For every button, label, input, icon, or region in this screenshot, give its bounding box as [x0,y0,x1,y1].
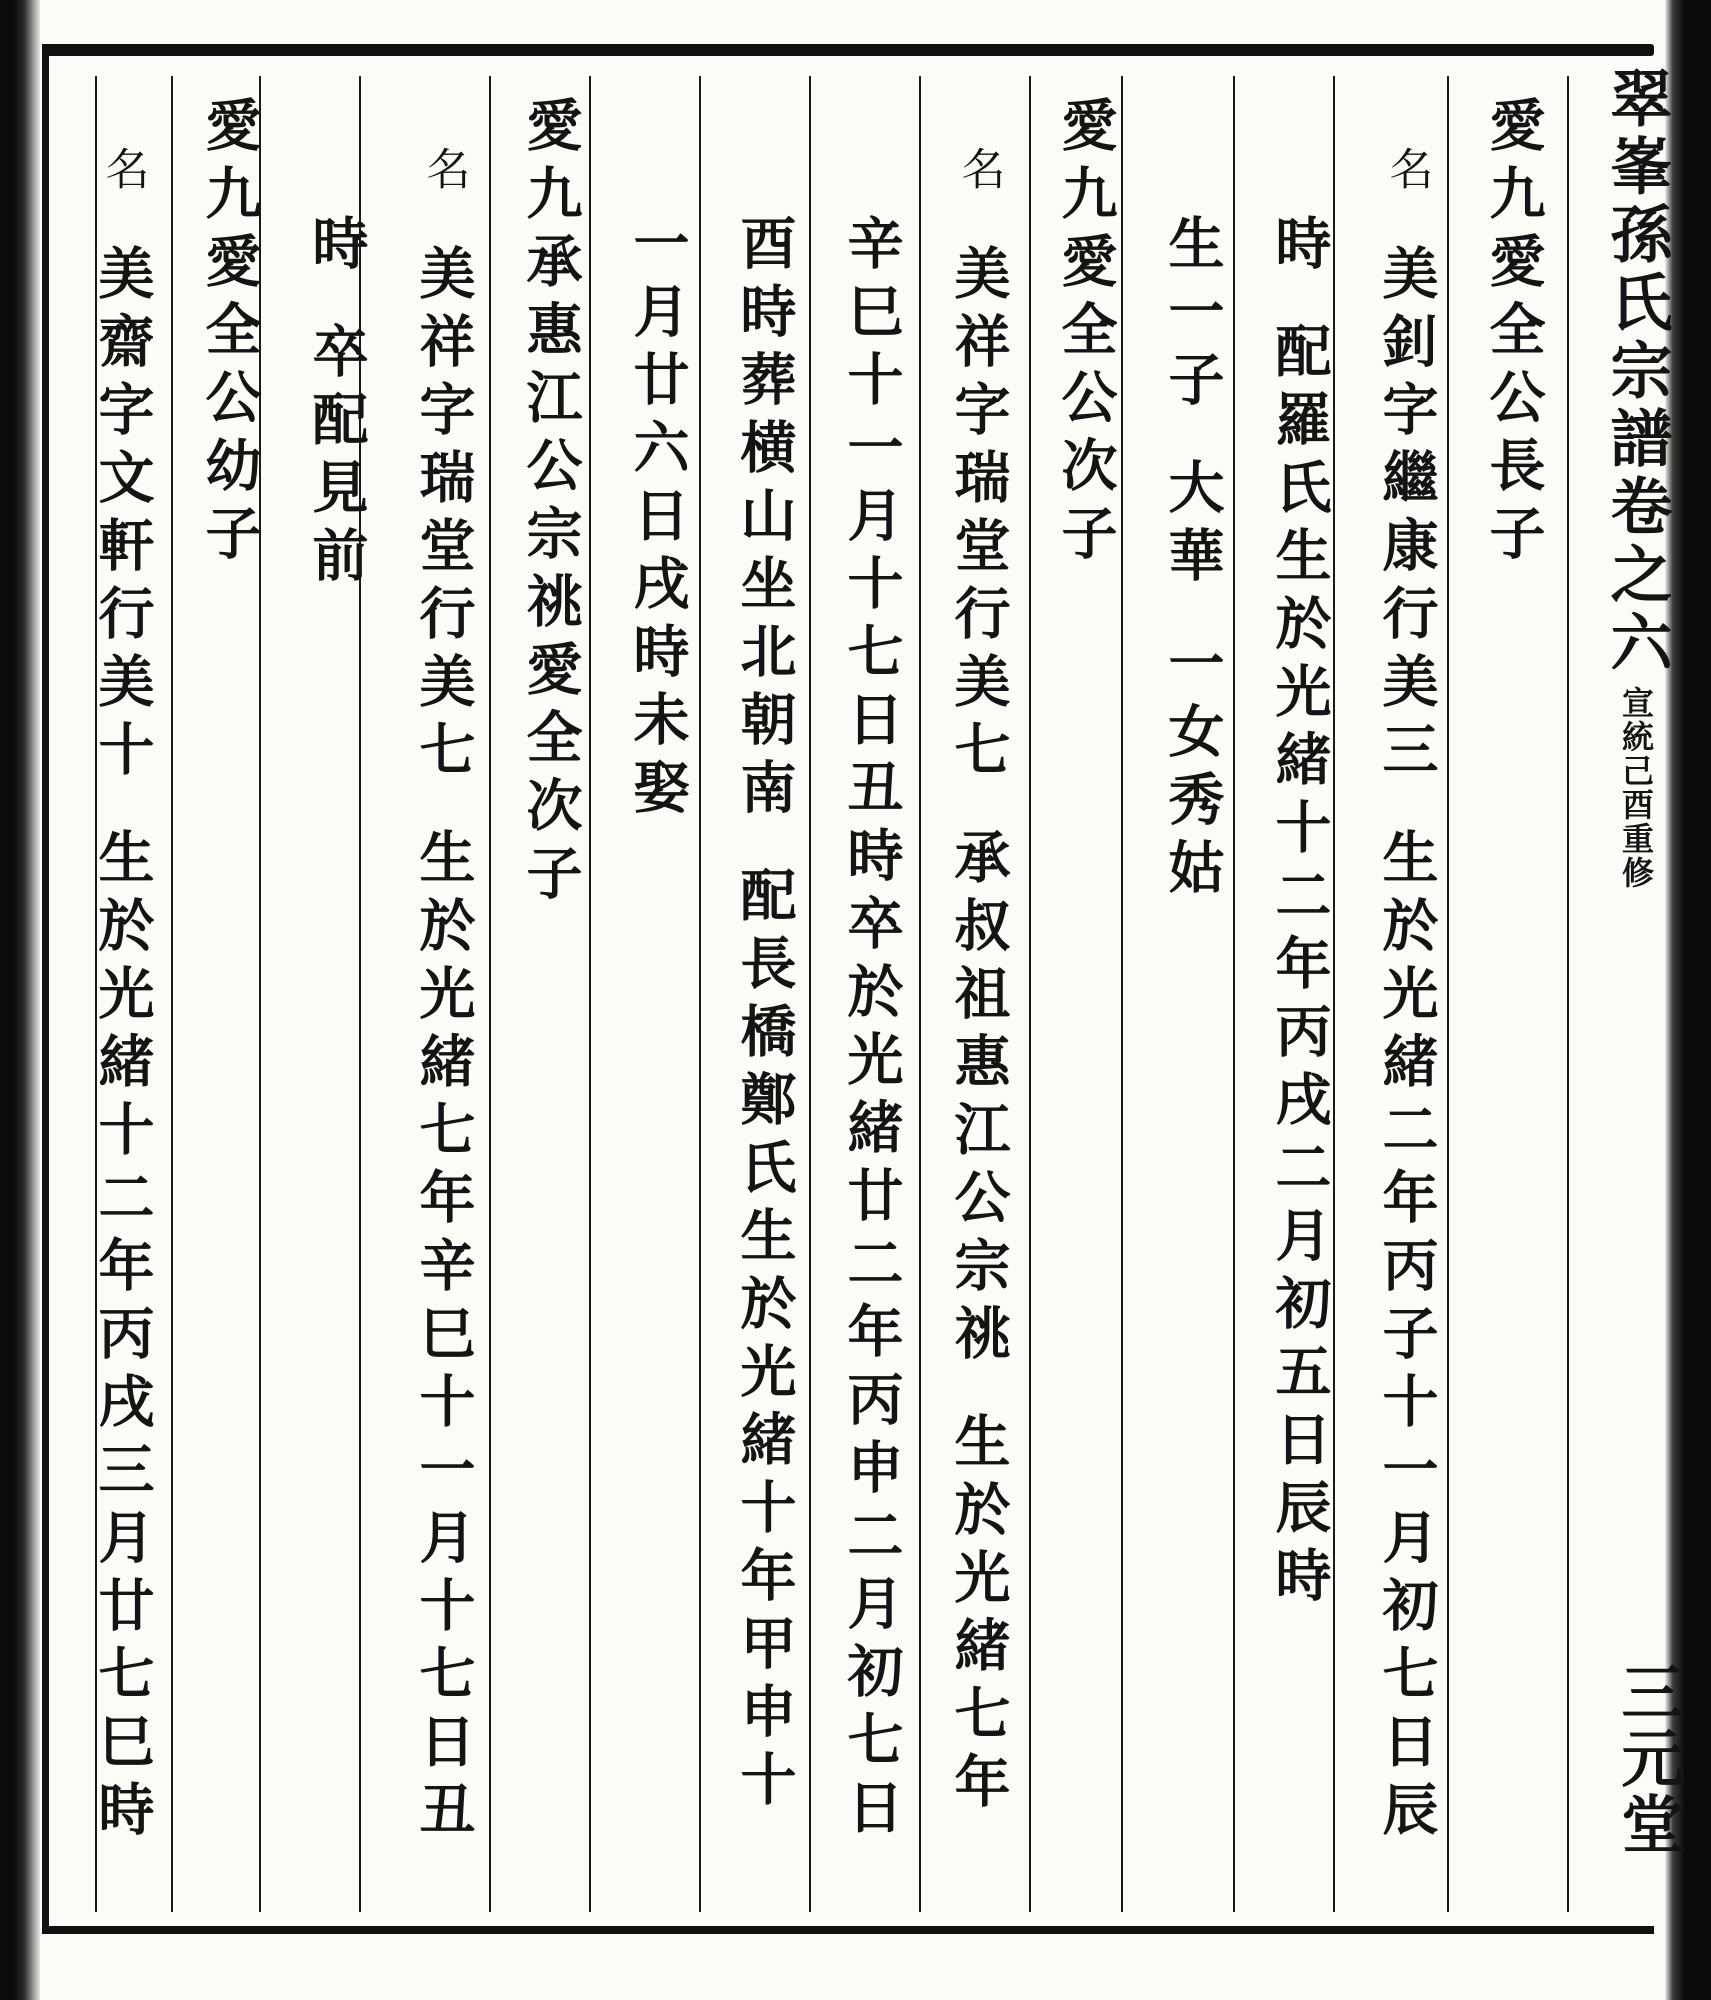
text-column [818,214,925,1846]
text-column [390,146,497,1848]
column-text: 卒配見前 [303,322,370,594]
genealogy-title: 翠峯孫氏宗譜 [1600,66,1673,474]
volume-label: 卷之六 [1600,474,1673,678]
hall-name-block [1611,1660,1684,1858]
column-text: 名 [97,146,149,204]
column-text: 生於光緒七年辛巳十一月十七日丑 [410,828,477,1848]
margin-column [1594,66,1678,890]
hall-name: 三元堂 [1611,1660,1684,1858]
text-column [1032,96,1139,572]
text-column [711,214,818,1818]
text-column [69,146,176,1848]
text-column [1353,146,1460,1848]
bottom-border [42,1926,1654,1934]
column-text: 時 [303,214,370,282]
column-text: 配長橋鄭氏生於光緒十年甲申十 [731,866,798,1818]
column-heading: 愛九愛全公幼子 [196,96,263,572]
text-column [1460,96,1567,572]
column-text: 配羅氏生於光緒十二年丙戌二月初五日辰時 [1266,322,1333,1614]
column-text: 生於光緒二年丙子十一月初七日辰 [1373,828,1440,1848]
column-text: 生於光緒十二年丙戌三月廿七巳時 [89,828,156,1848]
left-border [42,44,49,1934]
text-column [1246,214,1353,1614]
text-column [925,146,1032,1820]
text-column [497,96,604,912]
column-text: 大華 [1159,458,1226,594]
page-edge-left [0,0,40,2000]
column-text: 名 [1381,146,1433,204]
text-column [283,214,390,594]
text-column [604,214,711,826]
column-text: 美祥字瑞堂行美七 [945,244,1012,788]
column-text: 一女秀姑 [1159,634,1226,906]
column-text: 生一子 [1159,214,1226,418]
column-heading: 愛九愛全公長子 [1480,96,1547,572]
column-text: 名 [418,146,470,204]
column-text: 名 [953,146,1005,204]
text-column [1139,214,1246,906]
column-text: 承叔祖惠江公宗祧 [945,828,1012,1372]
column-heading: 愛九愛全公次子 [1052,96,1119,572]
column-text: 美釗字繼康行美三 [1373,244,1440,788]
edition-note: 宣統己酉重修 [1617,686,1655,890]
column-text: 一月廿六日戌時未娶 [624,214,691,826]
text-column [176,96,283,572]
column-text: 美祥字瑞堂行美七 [410,244,477,788]
column-text: 生於光緒七年 [945,1412,1012,1820]
column-rule [1567,76,1569,1912]
top-border [44,44,1654,56]
column-text: 時 [1266,214,1333,282]
column-text: 酉時葬横山坐北朝南 [731,214,798,826]
column-text: 美齋字文軒行美十 [89,244,156,788]
column-heading: 愛九承惠江公宗祧愛全次子 [517,96,584,912]
column-text: 辛巳十一月十七日丑時卒於光緒廿二年丙申二月初七日 [838,214,905,1846]
